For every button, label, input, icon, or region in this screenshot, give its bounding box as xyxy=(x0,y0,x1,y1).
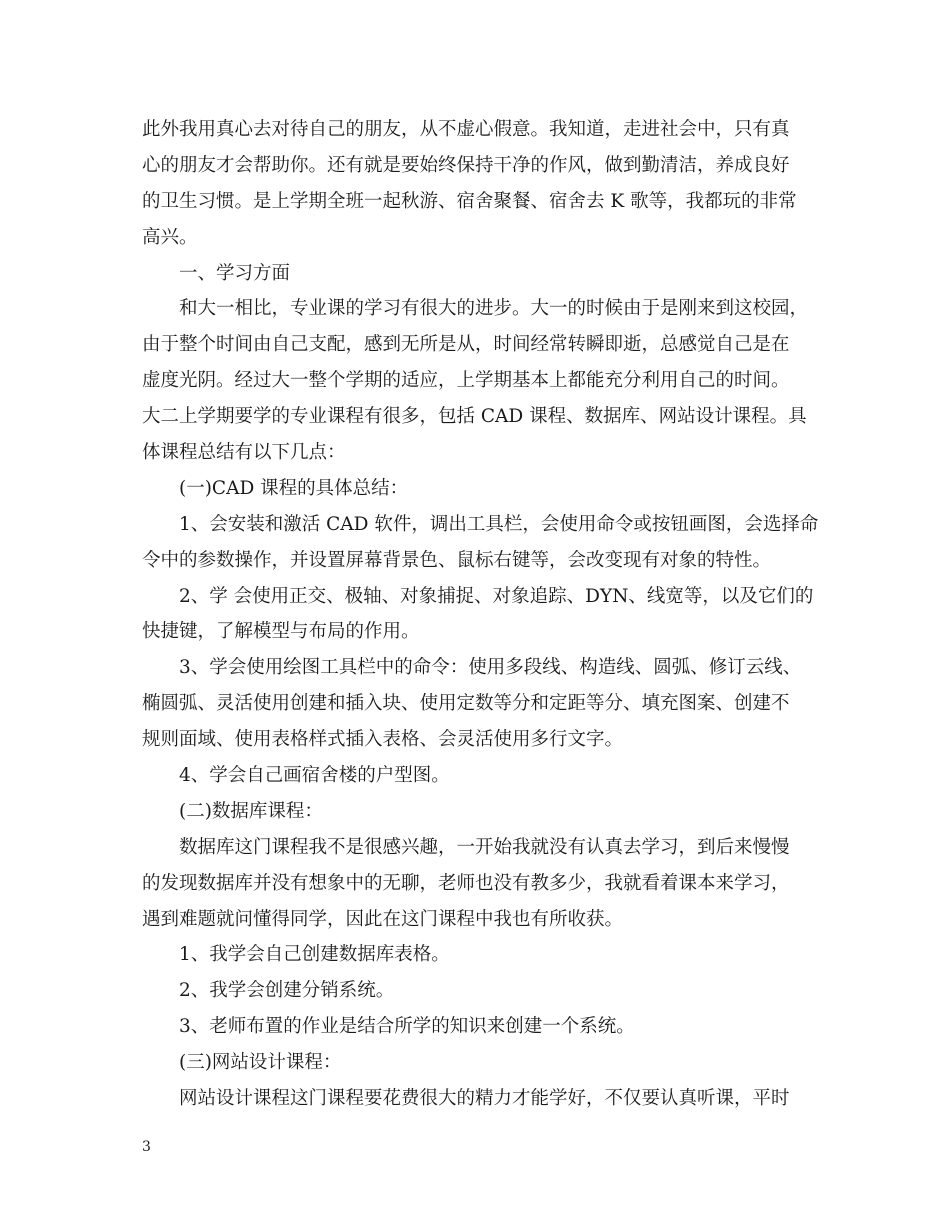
subsection-heading: (三)网站设计课程： xyxy=(179,1052,342,1074)
text-line: 数据库这门课程我不是很感兴趣，一开始我就没有认真去学习，到后来慢慢 xyxy=(179,836,790,858)
page-number: 3 xyxy=(142,1139,151,1155)
list-item: 2、我学会创建分销系统。 xyxy=(179,980,395,1002)
text-line: 高兴。 xyxy=(142,226,198,248)
text-line: 体课程总结有以下几点： xyxy=(142,442,346,464)
subsection-heading: (二)数据库课程： xyxy=(179,800,323,822)
text-line: 的发现数据库并没有想象中的无聊，老师也没有教多少，我就看着课本来学习， xyxy=(142,872,790,894)
text-line: 和大一相比，专业课的学习有很大的进步。大一的时候由于是刚来到这校园， xyxy=(179,298,809,320)
list-item: 3、学会使用绘图工具栏中的命令：使用多段线、构造线、圆弧、修订云线、 xyxy=(179,657,802,679)
text-line: 规则面域、使用表格样式插入表格、会灵活使用多行文字。 xyxy=(142,729,624,751)
subsection-heading: (一)CAD 课程的具体总结： xyxy=(179,477,409,499)
text-line: 快捷键，了解模型与布局的作用。 xyxy=(142,621,420,643)
text-line: 虚度光阴。经过大一整个学期的适应，上学期基本上都能充分利用自己的时间。 xyxy=(142,370,790,392)
text-line: 的卫生习惯。是上学期全班一起秋游、宿舍聚餐、宿舍去 K 歌等，我都玩的非常 xyxy=(142,190,797,212)
text-line: 椭圆弧、灵活使用创建和插入块、使用定数等分和定距等分、填充图案、创建不 xyxy=(142,693,790,715)
text-line: 令中的参数操作，并设置屏幕背景色、鼠标右键等，会改变现有对象的特性。 xyxy=(142,549,772,571)
body-text xyxy=(142,112,819,1117)
text-line: 由于整个时间由自己支配，感到无所是从，时间经常转瞬即逝，总感觉自己是在 xyxy=(142,334,790,356)
section-heading: 一、学习方面 xyxy=(179,262,291,284)
text-line: 大二上学期要学的专业课程有很多，包括 CAD 课程、数据库、网站设计课程。具 xyxy=(142,406,807,428)
list-item: 2、学 会使用正交、极轴、对象捕捉、对象追踪、DYN、线宽等，以及它们的 xyxy=(179,585,814,607)
list-item: 1、我学会自己创建数据库表格。 xyxy=(179,944,450,966)
text-line: 网站设计课程这门课程要花费很大的精力才能学好，不仅要认真听课，平时 xyxy=(179,1088,790,1110)
list-item: 3、老师布置的作业是结合所学的知识来创建一个系统。 xyxy=(179,1016,635,1038)
list-item: 4、学会自己画宿舍楼的户型图。 xyxy=(179,765,450,787)
text-line: 遇到难题就问懂得同学，因此在这门课程中我也有所收获。 xyxy=(142,908,624,930)
list-item: 1、会安装和激活 CAD 软件，调出工具栏，会使用命令或按钮画图，会选择命 xyxy=(179,513,819,535)
text-line: 心的朋友才会帮助你。还有就是要始终保持干净的作风，做到勤清洁，养成良好 xyxy=(142,154,790,176)
text-line: 此外我用真心去对待自己的朋友，从不虚心假意。我知道，走进社会中，只有真 xyxy=(142,119,790,140)
